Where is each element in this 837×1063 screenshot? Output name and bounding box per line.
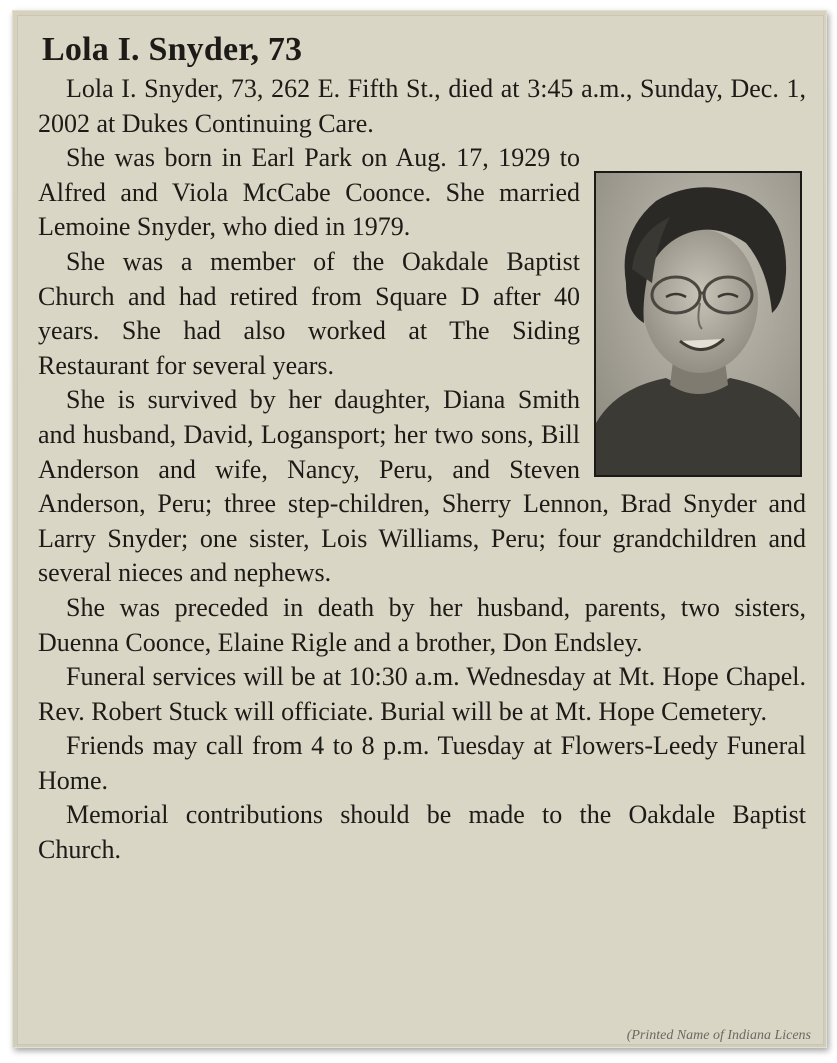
underlying-form-text: (Printed Name of Indiana Licens <box>626 1028 811 1043</box>
portrait-illustration <box>596 173 800 475</box>
paragraph-survivors: She is survived by her daughter, Diana Smith and husband, David, Logansport; her two sons, Bill Anderson and wife, Nancy, Peru, and Steven Anderson, Peru; three step-children, Sherry Lennon, Brad Snyder and Larry Snyder; one sister, Lois Williams, Peru; four grandchildren and several nieces and nephews. <box>38 385 806 588</box>
obituary-headline: Lola I. Snyder, 73 <box>42 31 303 68</box>
paragraph-church-career: She was a member of the Oakdale Baptist Church and had retired from Square D after 40 years. She had also worked at The Siding Restaurant for several years. <box>38 246 580 380</box>
paragraph-funeral-services: Funeral services will be at 10:30 a.m. Wednesday at Mt. Hope Chapel. Rev. Robert Stuck will officiate. Burial will be at Mt. Hope Cemetery. <box>38 662 806 726</box>
newspaper-clipping <box>12 10 827 1048</box>
obituary-body <box>38 72 806 868</box>
paragraph-visitation: Friends may call from 4 to 8 p.m. Tuesday at Flowers-Leedy Funeral Home. <box>38 731 806 795</box>
portrait-photo-frame <box>594 171 806 477</box>
clipping-paper <box>17 15 824 1045</box>
paragraph-memorials: Memorial contributions should be made to the Oakdale Baptist Church. <box>38 800 806 865</box>
paragraph-preceded-in-death: She was preceded in death by her husband, parents, two sisters, Duenna Coonce, Elaine Rigle and a brother, Don Endsley. <box>38 592 806 657</box>
portrait-photo <box>594 171 802 477</box>
paragraph-birth-marriage: She was born in Earl Park on Aug. 17, 1929 to Alfred and Viola McCabe Coonce. She married Lemoine Snyder, who died in 1979. <box>38 143 580 242</box>
paragraph-death-notice: Lola I. Snyder, 73, 262 E. Fifth St., died at 3:45 a.m., Sunday, Dec. 1, 2002 at Dukes Continuing Care. <box>38 74 806 138</box>
